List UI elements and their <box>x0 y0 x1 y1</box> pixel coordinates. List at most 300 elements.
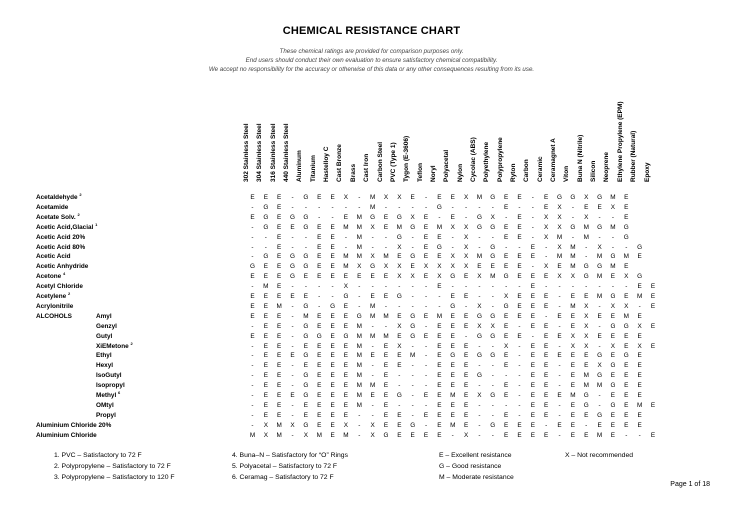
rating-cell: E <box>450 401 455 409</box>
rating-cell: - <box>318 302 321 310</box>
rating-cell: E <box>397 352 402 360</box>
rating-cell: - <box>251 342 254 350</box>
rating-cell: - <box>291 411 294 419</box>
rating-cell: E <box>317 382 322 390</box>
rating-cell: - <box>625 283 628 291</box>
rating-cell: E <box>277 342 282 350</box>
rating-cell: E <box>383 293 389 300</box>
rating-cell: E <box>517 233 522 241</box>
rating-cell: M <box>610 223 616 231</box>
rating-cell: - <box>478 203 481 211</box>
table-row <box>36 312 696 322</box>
rating-cell: E <box>263 372 268 380</box>
rating-cell: E <box>263 273 268 281</box>
rating-cell: E <box>277 332 282 340</box>
rating-cell: E <box>517 421 522 429</box>
rating-cell: X <box>370 421 375 429</box>
rating-cell: E <box>624 372 629 380</box>
disclaimer-line-1: These chemical ratings are provided for comparison purposes only. <box>279 48 464 55</box>
rating-cell: E <box>530 283 535 291</box>
rating-cell: E <box>530 362 535 370</box>
material-header-label: Noryl <box>429 165 437 182</box>
rating-cell: E <box>423 392 429 399</box>
rating-cell: G <box>583 273 589 281</box>
rating-cell: E <box>650 302 656 310</box>
rating-cell: - <box>304 233 307 241</box>
rating-cell: - <box>531 203 534 211</box>
rating-cell: E <box>504 203 509 211</box>
rating-cell: X <box>263 421 268 429</box>
chemical-subtype: Genzyl <box>96 322 117 330</box>
material-header-label: Cycolac (ABS) <box>469 137 477 182</box>
page-number: Page 1 of 18 <box>670 481 710 488</box>
rating-cell: - <box>251 362 254 370</box>
rating-cell: E <box>437 411 442 419</box>
rating-cell: M <box>636 293 643 300</box>
rating-cell: E <box>544 293 549 300</box>
rating-cell: E <box>463 362 469 370</box>
rating-cell: G <box>370 263 376 271</box>
rating-cell: - <box>518 342 521 350</box>
rating-cell: G <box>396 213 402 221</box>
rating-cell: E <box>330 322 335 330</box>
rating-cell: E <box>610 372 616 380</box>
rating-cell: E <box>383 342 389 350</box>
rating-cell: E <box>530 302 535 310</box>
rating-cell: M <box>556 253 563 261</box>
material-header-label: Rubber (Natural) <box>630 130 638 182</box>
rating-cell: G <box>303 332 309 340</box>
rating-cell: E <box>277 263 282 271</box>
rating-cell: - <box>371 372 374 380</box>
rating-cell: - <box>371 401 374 409</box>
rating-cell: E <box>517 194 522 201</box>
rating-cell: - <box>531 233 534 241</box>
rating-cell: X <box>624 302 629 310</box>
footnote-ref: 2 <box>77 211 80 217</box>
rating-cell: E <box>517 253 522 261</box>
rating-cell: E <box>624 401 629 409</box>
rating-cell: M <box>583 233 589 241</box>
rating-cell: E <box>544 382 549 390</box>
rating-cell: - <box>478 382 481 390</box>
rating-cell: E <box>330 233 335 241</box>
rating-cell: E <box>317 421 322 429</box>
rating-cell: E <box>637 421 642 429</box>
material-header-label: Ryton <box>510 163 517 182</box>
rating-cell: X <box>463 223 469 231</box>
rating-cell: - <box>291 243 294 251</box>
disclaimer-line-2: End users should conduct their own evaluation to ensure satisfactory chemical compatibility. <box>245 57 498 64</box>
rating-cell: G <box>597 194 603 201</box>
rating-cell: E <box>504 194 509 201</box>
rating-cell: G <box>303 372 309 380</box>
rating-cell: - <box>465 283 468 291</box>
rating-cell: M <box>356 243 362 251</box>
rating-cell: E <box>530 401 535 409</box>
rating-cell: M <box>356 253 362 261</box>
rating-cell: G <box>290 213 296 221</box>
rating-cell: E <box>463 411 469 419</box>
rating-cell: E <box>544 203 549 211</box>
rating-cell: - <box>491 372 494 380</box>
rating-cell: E <box>650 431 656 439</box>
rating-cell: - <box>424 421 428 429</box>
rating-cell: - <box>611 213 614 221</box>
rating-cell: E <box>343 392 349 399</box>
rating-cell: - <box>451 233 454 241</box>
rating-cell: E <box>397 421 402 429</box>
footnote: 6. Ceramag – Satisfactory to 72 F <box>232 474 334 481</box>
rating-cell: G <box>490 223 496 231</box>
material-header-label: Hastelloy C <box>323 146 331 182</box>
rating-cell: E <box>504 362 509 370</box>
rating-cell: X <box>570 332 576 340</box>
rating-cell: G <box>583 263 589 271</box>
rating-cell: - <box>384 302 388 310</box>
rating-cell: E <box>530 253 535 261</box>
rating-cell: E <box>597 421 602 429</box>
rating-cell: X <box>477 273 482 281</box>
rating-cell: E <box>437 253 442 261</box>
legend-item: G – Good resistance <box>439 463 502 470</box>
rating-cell: X <box>584 342 589 350</box>
table-row <box>36 391 696 401</box>
rating-cell: E <box>277 372 282 380</box>
rating-cell: G <box>410 332 416 340</box>
rating-cell: G <box>450 352 456 360</box>
rating-cell: - <box>558 401 561 409</box>
rating-cell: G <box>503 273 509 281</box>
rating-cell: - <box>518 322 521 330</box>
rating-cell: E <box>303 411 309 419</box>
material-header-label: Ethylene Propylene (EPM) <box>616 101 624 182</box>
rating-cell: X <box>624 273 629 281</box>
rating-cell: - <box>291 283 294 291</box>
chemical-subtype: Propyl <box>96 411 116 419</box>
rating-cell: - <box>251 421 254 429</box>
rating-cell: M <box>410 352 416 360</box>
rating-cell: E <box>517 293 522 300</box>
chemical-name: Acetic Acid,Glacial $^1$ <box>36 221 98 231</box>
rating-cell: M <box>369 203 376 211</box>
rating-cell: E <box>330 263 335 271</box>
rating-cell: G <box>597 263 603 271</box>
rating-cell: E <box>544 362 549 370</box>
rating-cell: E <box>530 342 535 350</box>
rating-cell: E <box>504 352 509 360</box>
rating-cell: E <box>637 411 642 419</box>
rating-cell: X <box>463 253 469 261</box>
rating-cell: G <box>303 392 309 399</box>
rating-cell: - <box>518 372 521 380</box>
rating-cell: E <box>637 253 642 261</box>
rating-cell: E <box>557 312 562 320</box>
rating-cell: - <box>478 283 481 291</box>
rating-cell: - <box>465 203 468 211</box>
rating-cell: G <box>263 203 269 211</box>
rating-cell: X <box>570 342 576 350</box>
rating-cell: E <box>530 273 535 281</box>
rating-cell: - <box>358 431 361 439</box>
rating-cell: - <box>424 382 428 390</box>
rating-cell: - <box>585 421 588 429</box>
material-header-label: Carbon Steel <box>376 141 384 182</box>
rating-cell: G <box>597 352 603 360</box>
rating-cell: - <box>358 283 361 291</box>
rating-cell: E <box>423 411 429 419</box>
rating-cell: X <box>397 342 402 350</box>
rating-cell: E <box>263 382 268 390</box>
material-header-label: Tygon (E-3606) <box>403 135 411 182</box>
rating-cell: E <box>343 302 349 310</box>
rating-cell: M <box>356 342 362 350</box>
rating-cell: E <box>317 312 322 320</box>
rating-cell: E <box>570 312 576 320</box>
rating-cell: E <box>383 273 389 281</box>
rating-cell: G <box>597 223 603 231</box>
rating-cell: - <box>531 223 534 231</box>
rating-cell: G <box>343 332 349 340</box>
rating-cell: - <box>478 401 481 409</box>
table-row <box>36 351 696 361</box>
rating-cell: X <box>463 194 469 201</box>
rating-cell: E <box>624 293 629 300</box>
rating-cell: E <box>637 312 642 320</box>
rating-cell: E <box>450 372 455 380</box>
rating-cell: E <box>263 401 268 409</box>
rating-cell: - <box>558 322 561 330</box>
rating-cell: E <box>277 392 282 399</box>
rating-cell: E <box>490 263 495 271</box>
rating-cell: E <box>330 362 335 370</box>
rating-cell: - <box>398 203 401 211</box>
footnotes-column-1 <box>54 450 175 483</box>
rating-cell: - <box>491 401 494 409</box>
rating-cell: E <box>317 273 322 281</box>
rating-cell: - <box>625 431 628 439</box>
rating-cell: E <box>277 194 282 201</box>
rating-cell: - <box>438 293 441 300</box>
rating-cell: G <box>583 401 589 409</box>
table-row <box>36 193 696 203</box>
rating-cell: G <box>637 273 643 281</box>
rating-cell: E <box>397 411 402 419</box>
rating-cell: E <box>397 332 402 340</box>
rating-cell: - <box>598 342 601 350</box>
rating-cell: - <box>478 293 481 300</box>
rating-cell: M <box>263 283 269 291</box>
footnote: 1. PVC – Satisfactory to 72 F <box>54 452 142 459</box>
rating-cell: E <box>544 194 549 201</box>
rating-cell: M <box>383 312 389 320</box>
rating-cell: E <box>504 332 509 340</box>
rating-cell: E <box>383 382 389 390</box>
rating-cell: E <box>544 302 549 310</box>
rating-cell: E <box>250 293 255 300</box>
rating-cell: E <box>517 302 522 310</box>
rating-cell: E <box>504 382 509 390</box>
rating-cell: M <box>356 213 362 221</box>
rating-cell: E <box>410 194 415 201</box>
rating-cell: E <box>277 401 282 409</box>
rating-cell: - <box>571 233 574 241</box>
chemical-name: Aluminium Chloride 20% <box>36 421 112 429</box>
rating-cell: G <box>503 302 509 310</box>
rating-cell: E <box>277 283 282 291</box>
rating-cell: M <box>343 431 349 439</box>
rating-cell: E <box>463 352 469 360</box>
rating-cell: E <box>343 352 349 360</box>
rating-cell: - <box>531 263 534 271</box>
rating-cell: - <box>371 411 374 419</box>
rating-cell: E <box>263 263 268 271</box>
material-header-label: Polyethylene <box>483 141 491 182</box>
rating-cell: E <box>330 431 335 439</box>
rating-cell: E <box>517 223 522 231</box>
rating-cell: M <box>356 362 362 370</box>
rating-cell: X <box>357 263 362 271</box>
chemical-subtype: Ethyl <box>96 352 112 360</box>
rating-cell: E <box>584 293 589 300</box>
rating-cell: E <box>450 194 455 201</box>
rating-cell: X <box>290 421 295 429</box>
rating-cell: E <box>463 401 469 409</box>
footnote-ref: 2 <box>130 340 133 346</box>
rating-cell: E <box>530 372 535 380</box>
rating-cell: - <box>598 392 601 399</box>
rating-cell: G <box>410 223 416 231</box>
material-header-label: Nylon <box>456 163 464 182</box>
rating-cell: E <box>504 421 509 429</box>
material-headers <box>243 82 686 182</box>
rating-cell: X <box>450 263 455 271</box>
rating-cell: E <box>277 293 282 300</box>
rating-cell: M <box>570 392 576 399</box>
rating-cell: E <box>463 273 469 281</box>
legend-item: M – Moderate resistance <box>439 474 514 481</box>
rating-cell: - <box>398 283 401 291</box>
rating-cell: X <box>610 302 616 310</box>
table-row <box>36 411 696 421</box>
rating-cell: E <box>557 352 562 360</box>
material-header-label: Buna N (Nitrile) <box>576 134 584 182</box>
rating-cell: - <box>625 243 628 251</box>
chemical-name: Acetylene $^2$ <box>36 290 71 300</box>
rating-cell: E <box>277 243 282 251</box>
rating-cell: G <box>410 322 416 330</box>
rating-cell: M <box>476 194 483 201</box>
rating-cell: M <box>623 312 629 320</box>
rating-cell: E <box>557 392 562 399</box>
rating-cell: E <box>263 352 268 360</box>
rating-cell: E <box>584 352 589 360</box>
rating-cell: X <box>557 243 562 251</box>
rating-cell: E <box>544 372 549 380</box>
rating-cell: M <box>583 382 589 390</box>
rating-cell: E <box>263 411 268 419</box>
chemical-subtype: IsoGutyl <box>96 372 122 380</box>
rating-cell: X <box>544 233 549 241</box>
rating-cell: M <box>570 302 576 310</box>
chemical-subtype: Hexyl <box>96 362 114 370</box>
rating-cell: - <box>291 431 294 439</box>
rating-cell: E <box>463 342 469 350</box>
rating-cell: M <box>450 392 456 399</box>
rating-cell: E <box>317 253 322 261</box>
rating-cell: G <box>476 312 482 320</box>
material-header <box>643 82 660 182</box>
rating-cell: E <box>437 342 442 350</box>
rating-cell: E <box>410 431 415 439</box>
rating-cell: - <box>491 362 494 370</box>
rating-cell: E <box>263 362 268 370</box>
rating-cell: E <box>343 273 349 281</box>
rating-cell: G <box>303 382 309 390</box>
rating-cell: - <box>398 382 401 390</box>
rating-cell: E <box>637 362 642 370</box>
rating-cell: - <box>558 293 561 300</box>
rating-cell: E <box>277 213 282 221</box>
rating-cell: E <box>504 263 509 271</box>
rating-cell: M <box>596 253 603 261</box>
rating-cell: - <box>505 401 508 409</box>
rating-cell: - <box>411 382 414 390</box>
rating-cell: E <box>317 223 322 231</box>
rating-cell: G <box>290 273 296 281</box>
rating-cell: - <box>411 283 414 291</box>
rating-cell: M <box>436 312 443 320</box>
rating-cell: E <box>610 421 616 429</box>
legend-column-2 <box>565 450 633 461</box>
rating-cell: E <box>317 263 322 271</box>
rating-cell: E <box>450 293 455 300</box>
rating-cell: E <box>650 401 656 409</box>
rating-cell: - <box>451 431 454 439</box>
rating-cell: E <box>570 382 576 390</box>
rating-cell: E <box>530 352 535 360</box>
rating-cell: - <box>491 203 494 211</box>
rating-cell: - <box>478 421 481 429</box>
rating-cell: M <box>343 253 349 261</box>
rating-cell: E <box>610 332 616 340</box>
rating-cell: - <box>558 382 561 390</box>
rating-cell: E <box>624 392 629 399</box>
footnote-ref: 2 <box>79 191 82 197</box>
rating-cell: - <box>478 342 481 350</box>
rating-cell: X <box>584 312 589 320</box>
rating-cell: X <box>463 243 469 251</box>
rating-cell: - <box>478 431 481 439</box>
rating-cell: E <box>650 293 656 300</box>
rating-cell: E <box>317 392 322 399</box>
rating-cell: G <box>597 372 603 380</box>
rating-cell: E <box>330 401 335 409</box>
rating-cell: - <box>291 322 294 330</box>
rating-cell: E <box>624 382 629 390</box>
rating-cell: M <box>369 332 376 340</box>
rating-cell: - <box>491 411 494 419</box>
rating-cell: X <box>504 342 509 350</box>
rating-cell: G <box>597 411 603 419</box>
rating-cell: - <box>598 302 601 310</box>
rating-cell: G <box>436 203 442 211</box>
rating-cell: - <box>251 223 254 231</box>
rating-cell: E <box>530 322 535 330</box>
rating-cell: G <box>396 392 402 399</box>
rating-cell: E <box>277 233 282 241</box>
rating-cell: X <box>544 223 549 231</box>
